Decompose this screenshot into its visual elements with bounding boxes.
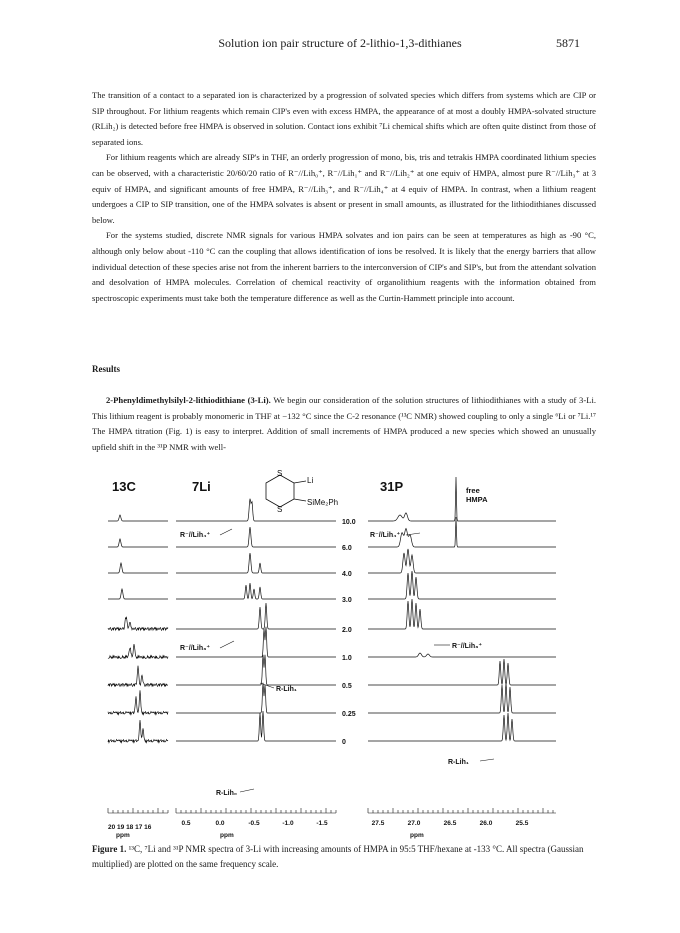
free-hmpa-label-2: HMPA <box>466 495 488 504</box>
13c-spectrum-1 <box>108 539 168 547</box>
paragraph-sip-progression: For lithium reagents which are already SIP's in THF, an orderly progression of mono, bis, tris and tetrakis HMPA coordinated lithium species can be observed, with a characteristic 20/60/20 ratio of R⁻//Lih₀⁺, R⁻//Lih₁⁺ and R⁻//Lih₂⁺ at one equiv of HMPA, almost pure R⁻//Lih₃⁺ at 3 equiv of HMPA, and significant amounts of free HMPA, R⁻//Lih₃⁺, and R⁻//Lih₄⁺ at 4 equiv of HMPA. In contrast, when a lithium reagent undergoes a CIP to SIP transition, one of the HMPA solvates is absent or present in small amounts, as illustrated for the lithiodithianes discussed below. <box>92 152 596 225</box>
hmpa-equiv-3: 3.0 <box>342 597 352 604</box>
structure-lithium: Li <box>307 476 314 485</box>
13c-spectrum-2 <box>108 563 168 573</box>
label-rlih4-7li: R⁻//Lih₄⁺ <box>180 532 211 539</box>
axis-31p-tick-label-2: 26.5 <box>443 820 457 827</box>
label-rlih1-7li: R-Lih₁ <box>276 686 297 693</box>
axis-31p-tick-label-0: 27.5 <box>371 820 385 827</box>
caption-text: ¹³C, ⁷Li and ³¹P NMR spectra of 3-Li with increasing amounts of HMPA in 95:5 THF/hexane at -133 °C. All spectra (Gaussian multiplied) are plotted on the same frequency scale. <box>92 844 584 869</box>
axis-tick-labels <box>181 820 528 827</box>
31p-spectrum-2 <box>368 549 556 573</box>
panel-13c-label: 13C <box>112 479 136 494</box>
label-rlih3-31p: R⁻//Lih₃⁺ <box>452 643 483 650</box>
page-number: 5871 <box>556 36 580 50</box>
13c-spectrum-4 <box>108 617 168 630</box>
label-rlih0-7li: R-Lih₀ <box>216 790 238 797</box>
13c-spectrum-7 <box>108 690 168 714</box>
axis-7li-tick-label-3: -1.0 <box>282 820 294 827</box>
axis-31p-tick-label-4: 25.5 <box>515 820 529 827</box>
axis-31p-tick-label-1: 27.0 <box>407 820 421 827</box>
panel-7li-label: 7Li <box>192 479 211 494</box>
running-title: Solution ion pair structure of 2-lithio-1,3-dithianes <box>218 36 462 50</box>
axis-7li-tick-label-4: -1.5 <box>316 820 328 827</box>
hmpa-equiv-6: 0.5 <box>342 683 352 690</box>
axis-13c-unit: ppm <box>116 832 130 839</box>
13c-spectrum-6 <box>108 666 168 687</box>
hmpa-equiv-2: 4.0 <box>342 571 352 578</box>
axis-31p-unit: ppm <box>410 832 424 839</box>
label-rlih4-31p: R⁻//Lih₄⁺ <box>370 532 401 539</box>
dithiane-structure <box>266 475 306 507</box>
hmpa-equiv-5: 1.0 <box>342 655 352 662</box>
axis-7li-tick-label-0: 0.5 <box>181 820 191 827</box>
axis-7li-tick-label-2: -0.5 <box>248 820 260 827</box>
7li-spectrum-5 <box>176 627 336 657</box>
7li-spectrum-6 <box>176 655 336 685</box>
structure-sulfur-bottom: S <box>277 505 283 514</box>
7li-spectrum-7 <box>176 683 336 713</box>
paragraph-cip-transition: The transition of a contact to a separated ion is characterized by a progression of solvated species which differs from systems which are CIP or SIP throughout. For lithium reagents which remain CIP's even with excess HMPA, the appearance of at most a doubly HMPA-solvated structure (RLih₂) is detected before free HMPA is observed in solution. Contact ions exhibit ⁷Li chemical shifts which are often quite distinct from those of separated ions. <box>92 90 596 147</box>
label-rlih3-7li: R⁻//Lih₃⁺ <box>180 645 211 652</box>
free-hmpa-label-1: free <box>466 486 480 495</box>
31p-spectrum-3 <box>368 571 556 599</box>
hmpa-equivalents-labels <box>342 519 356 746</box>
structure-sulfur-top: S <box>277 469 283 478</box>
body-text-block-1 <box>92 88 596 306</box>
7li-spectrum-2 <box>176 553 336 573</box>
axis-13c-ticks: 20 19 18 17 16 <box>108 824 152 831</box>
label-rlih1-31p: R-Lih₁ <box>448 759 469 766</box>
31p-spectrum-5 <box>368 653 556 657</box>
figure-caption <box>92 842 592 872</box>
results-heading-block <box>92 362 596 378</box>
13c-spectrum-8 <box>108 720 168 742</box>
paragraph-3li-text: We begin our consideration of the solution structures of lithiodithianes with a study of 3-Li. This lithium reagent is probably monomeric in THF at −132 °C since the C-2 resonance (¹³C NMR) showed coupling to only a single ⁶Li or ⁷Li.¹⁷ The HMPA titration (Fig. 1) is easy to interpret. Addition of small increments of HMPA produced a new species which showed an unusually upfield shift in the ³¹P NMR with well- <box>92 395 597 452</box>
hmpa-equiv-1: 6.0 <box>342 545 352 552</box>
spectra-traces <box>108 477 556 742</box>
hmpa-equiv-4: 2.0 <box>342 627 352 634</box>
31p-spectrum-4 <box>368 599 556 629</box>
hmpa-equiv-0: 10.0 <box>342 519 356 526</box>
body-text-block-2 <box>92 393 596 455</box>
7li-spectrum-8 <box>176 711 336 741</box>
axis-7li-unit: ppm <box>220 832 234 839</box>
hmpa-equiv-8: 0 <box>342 739 346 746</box>
results-heading: Results <box>92 364 121 374</box>
hmpa-equiv-7: 0.25 <box>342 711 356 718</box>
paragraph-temperatures: For the systems studied, discrete NMR signals for various HMPA solvates and ion pairs can be seen at temperatures as high as -90 °C, although only below about -110 °C can the coupling that allows identification of ions be resolved. It is likely that the energy barriers that allow individual detection of these species arise not from the inherent barriers to the interconversion of CIP's and SIP's, but from the attendant solvation and desolvation of HMPA molecules. Correlation of chemical reactivity of organolithium reagents with the information obtained from spectroscopic experiments must take both the temperature difference as well as the Curtin-Hammett principle into account. <box>92 230 596 303</box>
7li-spectrum-3 <box>176 583 336 599</box>
7li-spectrum-4 <box>176 603 336 629</box>
structure-substituent: SiMe₂Ph <box>307 498 339 507</box>
axis-7li-tick-label-1: 0.0 <box>215 820 225 827</box>
paragraph-3li-lead: 2-Phenyldimethylsilyl-2-lithiodithiane (3-Li). <box>106 395 271 405</box>
panel-31p-label: 31P <box>380 479 404 494</box>
axis-31p-tick-label-3: 26.0 <box>479 820 493 827</box>
13c-spectrum-5 <box>108 644 168 658</box>
31p-spectrum-6 <box>368 659 556 685</box>
figure-1-nmr-spectra <box>100 469 560 839</box>
paragraph-3li <box>92 393 596 455</box>
nmr-spectra-svg <box>100 469 560 839</box>
31p-spectrum-7 <box>368 683 556 713</box>
frequency-axes <box>108 808 556 813</box>
31p-spectrum-8 <box>368 713 556 741</box>
13c-spectrum-3 <box>108 589 168 599</box>
running-header <box>100 36 580 52</box>
caption-label: Figure 1. <box>92 844 127 854</box>
13c-spectrum-0 <box>108 515 168 521</box>
